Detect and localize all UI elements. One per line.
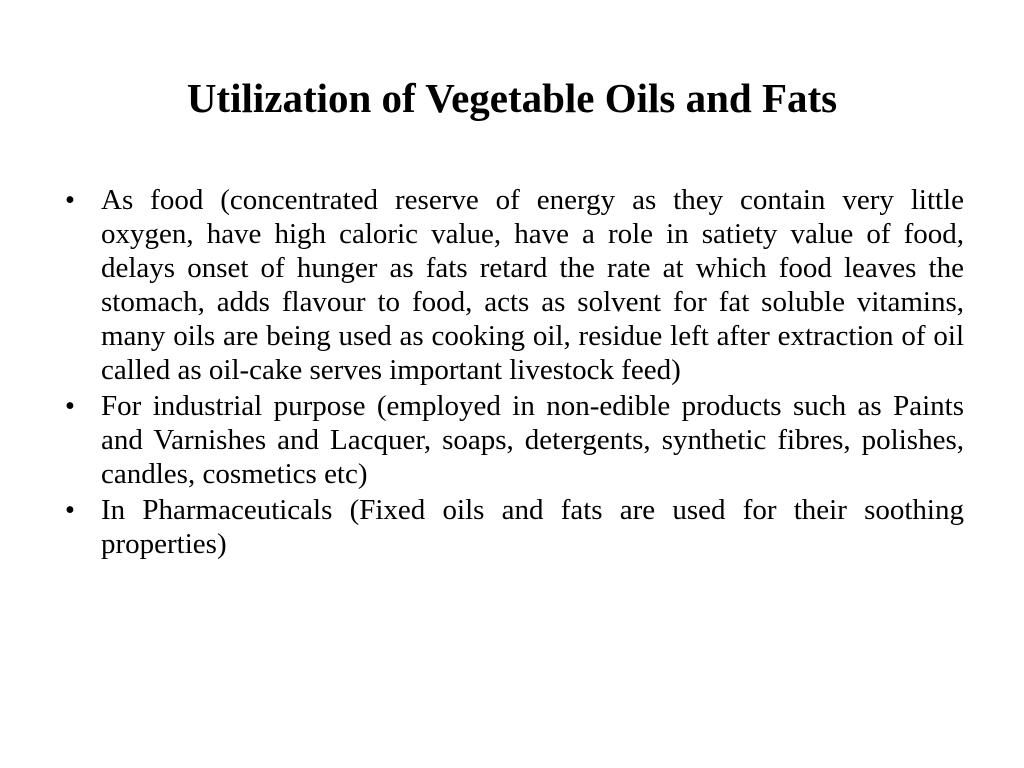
bullet-icon: •: [64, 390, 76, 422]
bullet-list: [60, 183, 964, 561]
bullet-item-food: [60, 183, 964, 387]
bullet-item-industrial: [60, 389, 964, 491]
bullet-text: For industrial purpose (employed in non-edible products such as Paints and Varnishes and Lacquer, soaps, detergents, synthetic fibres, polishes, candles, cosmetics etc): [101, 390, 964, 490]
bullet-icon: •: [64, 184, 76, 216]
bullet-item-pharmaceuticals: [60, 493, 964, 561]
bullet-icon: •: [64, 494, 76, 526]
slide-title: Utilization of Vegetable Oils and Fats: [186, 75, 838, 121]
bullet-text: As food (concentrated reserve of energy as they contain very little oxygen, have high caloric value, have a role in satiety value of food, delays onset of hunger as fats retard the rate at which food leaves the stomach, adds flavour to food, acts as solvent for fat soluble vitamins, many oils are being used as cooking oil, residue left after extraction of oil called as oil-cake serves important livestock feed): [101, 184, 964, 386]
bullet-text: In Pharmaceuticals (Fixed oils and fats are used for their soothing properties): [101, 494, 964, 560]
